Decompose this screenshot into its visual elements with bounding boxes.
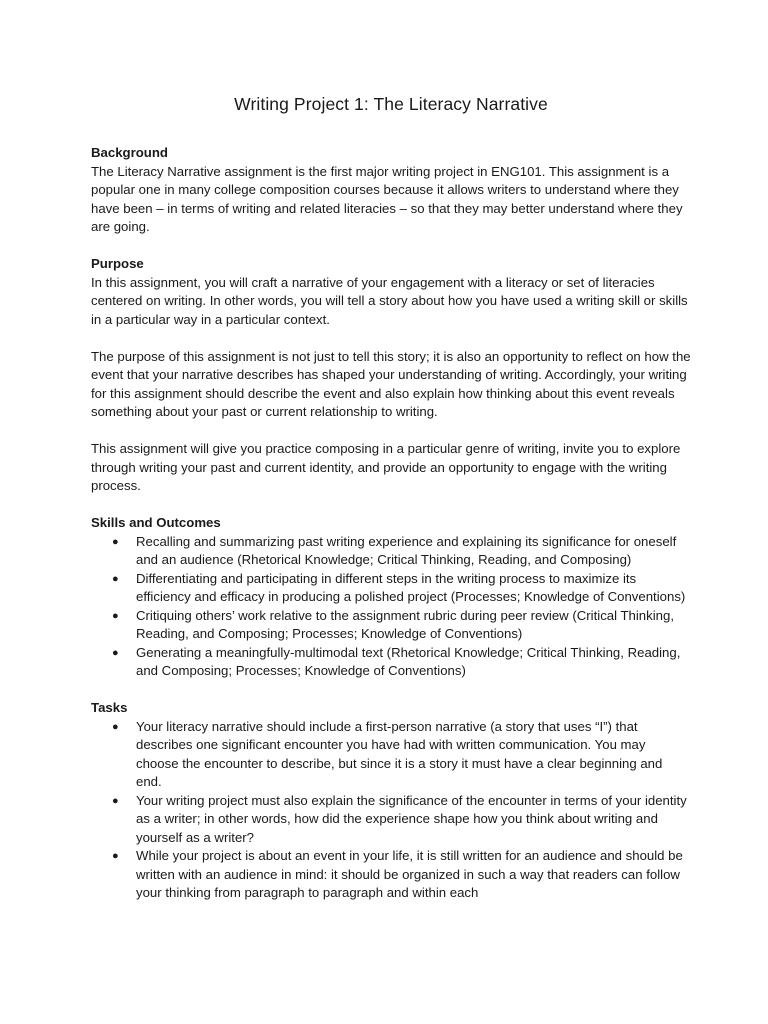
skills-item-text: Critiquing others’ work relative to the assignment rubric during peer review (Critical Thinking, Reading, and Composing; Processes; Knowledge of Conventions) bbox=[136, 607, 674, 641]
skills-list-item bbox=[91, 607, 691, 644]
skills-list-item bbox=[91, 533, 691, 570]
skills-item-text: Differentiating and participating in different steps in the writing process to maximize its efficiency and efficacy in producing a polished project (Processes; Knowledge of Conventions) bbox=[136, 570, 686, 604]
skills-item-text: Recalling and summarizing past writing experience and explaining its significance for oneself and an audience (Rhetorical Knowledge; Critical Thinking, Reading, and Composing) bbox=[136, 533, 677, 567]
skills-list bbox=[91, 533, 691, 681]
skills-list-item bbox=[91, 644, 691, 681]
background-heading: Background bbox=[91, 145, 168, 160]
bullet-icon: ● bbox=[112, 720, 119, 733]
tasks-item-text: Your writing project must also explain the significance of the encounter in terms of your identity as a writer; in other words, how did the experience shape how you think about writing and yourself as a writer? bbox=[136, 792, 687, 845]
bullet-icon: ● bbox=[112, 850, 119, 862]
tasks-list-item bbox=[91, 718, 691, 792]
purpose-paragraph-1: In this assignment, you will craft a narrative of your engagement with a literacy or set of literacies centered on writing. In other words, you will tell a story about how you have used a writing skill or skills in a particular way in a particular context. bbox=[91, 274, 688, 327]
tasks-list-item bbox=[91, 792, 691, 848]
skills-item-text: Generating a meaningfully-multimodal text (Rhetorical Knowledge; Critical Thinking, Reading, and Composing; Processes; Knowledge of Conventions) bbox=[136, 644, 681, 678]
purpose-heading: Purpose bbox=[91, 256, 144, 271]
tasks-item-text: While your project is about an event in your life, it is still written for an audience and should be written with an audience in mind: it should be organized in such a way that readers can follow your thinking from paragraph to paragraph and within each bbox=[136, 848, 683, 900]
bullet-icon: ● bbox=[112, 794, 119, 807]
page-title: Writing Project 1: The Literacy Narrative bbox=[234, 94, 548, 114]
spacer bbox=[91, 681, 691, 700]
tasks-heading: Tasks bbox=[91, 700, 128, 715]
bullet-icon: ● bbox=[112, 535, 119, 548]
purpose-paragraph-2: The purpose of this assignment is not just to tell this story; it is also an opportunity to reflect on how the event that your narrative describes has shaped your understanding of writing. Accordingly, your writing for this assignment should describe the event and also explain how thinking about this event reveals something about your past or current relationship to writing. bbox=[91, 348, 691, 419]
skills-list-item bbox=[91, 570, 691, 607]
spacer bbox=[91, 422, 691, 441]
tasks-item-text: Your literacy narrative should include a first-person narrative (a story that uses “I”) that describes one significant encounter you have had with written communication. You may choose the encounter to describe, but since it is a story it must have a clear beginning and end. bbox=[136, 718, 663, 789]
spacer bbox=[91, 329, 691, 348]
bullet-icon: ● bbox=[112, 609, 119, 622]
spacer bbox=[91, 237, 691, 256]
bullet-icon: ● bbox=[112, 646, 119, 659]
purpose-paragraph-3: This assignment will give you practice composing in a particular genre of writing, invite you to explore through writing your past and current identity, and provide an opportunity to engage with the writing process. bbox=[91, 441, 681, 493]
background-paragraph: The Literacy Narrative assignment is the first major writing project in ENG101. This assignment is a popular one in many college composition courses because it allows writers to understand where they have been – in terms of writing and related literacies – so that they may better understand where they are going. bbox=[91, 163, 683, 234]
document-page bbox=[91, 92, 691, 903]
tasks-list-item bbox=[91, 847, 691, 903]
tasks-list bbox=[91, 718, 691, 903]
skills-heading: Skills and Outcomes bbox=[91, 515, 221, 530]
spacer bbox=[91, 496, 691, 515]
bullet-icon: ● bbox=[112, 572, 119, 585]
